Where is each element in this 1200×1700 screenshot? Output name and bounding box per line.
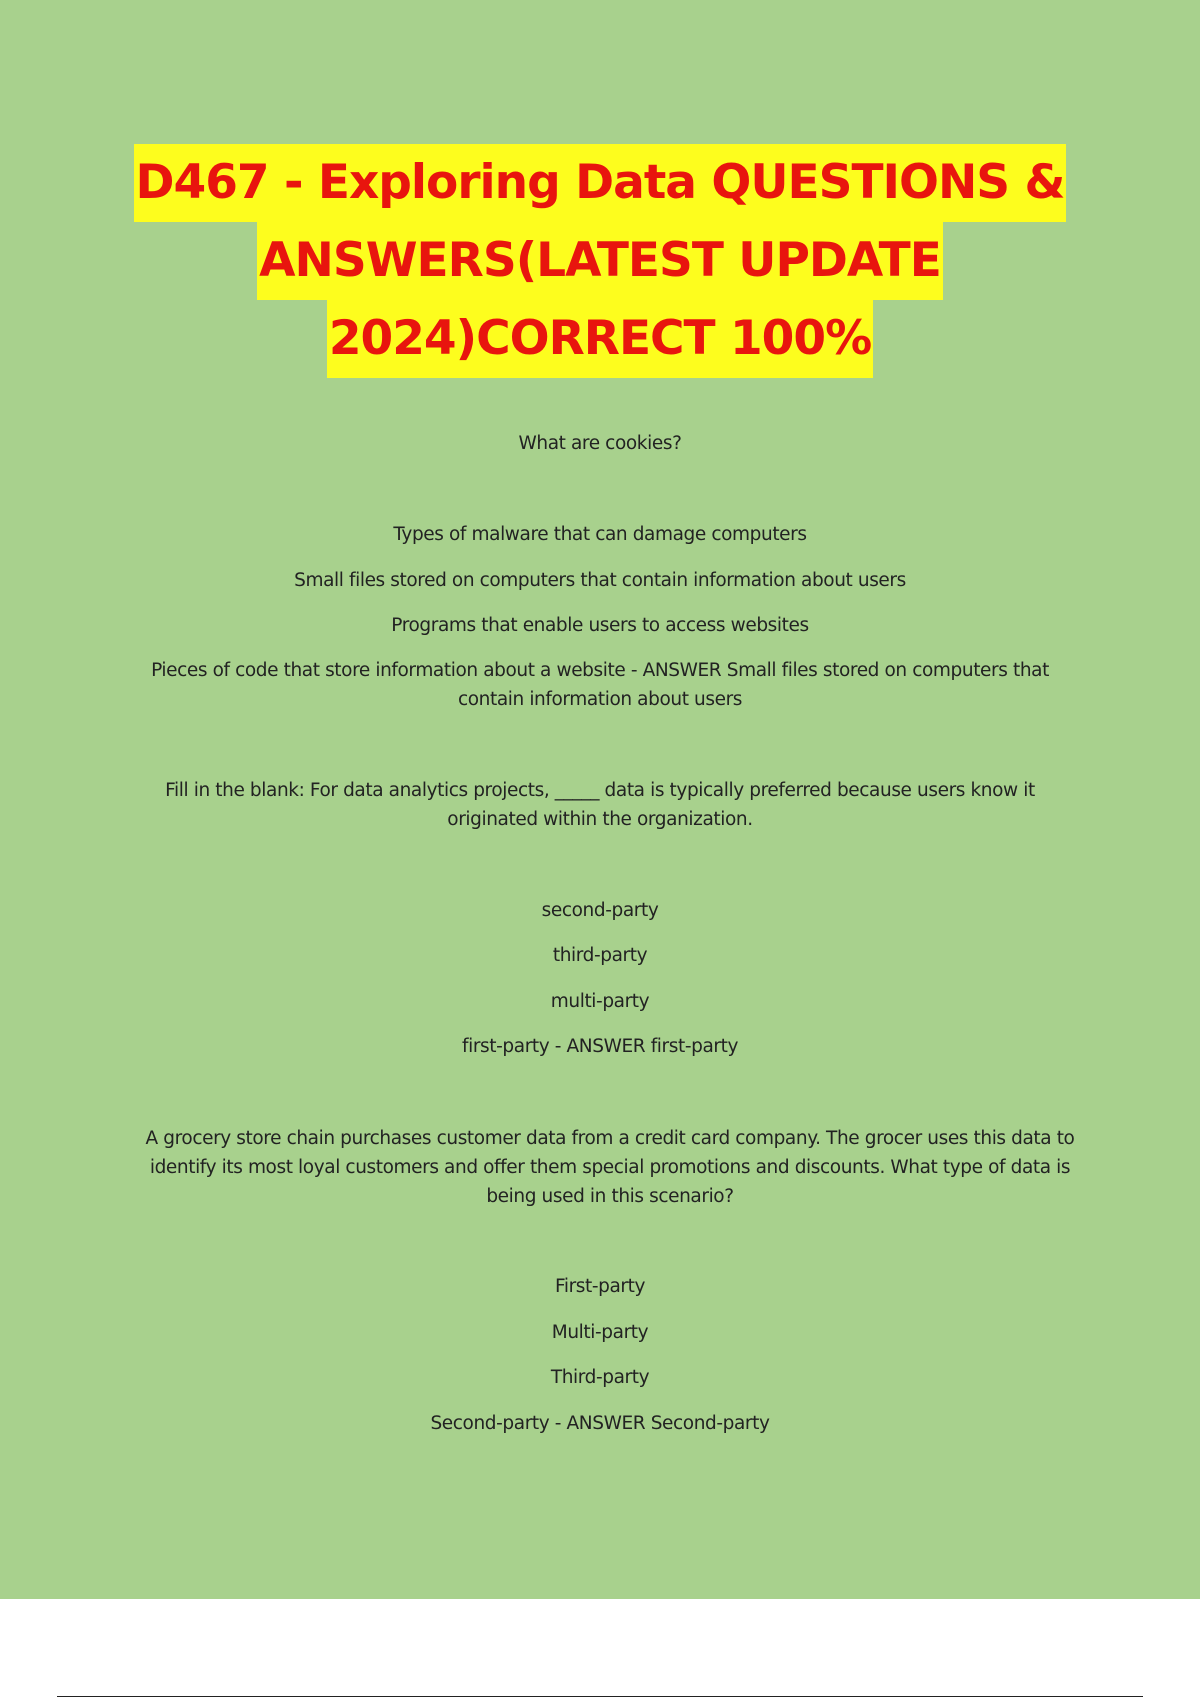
question-3-option-3: Third-party [550,1367,650,1388]
question-3-text: A grocery store chain purchases customer data from a credit card company. The grocer uses this data to identify its most loyal customers and offer them special promotions and discounts. What type of data is being used in this scenario? [145,1128,1075,1207]
question-2-option-4-answer: first-party - ANSWER first-party [461,1036,739,1057]
question-1-option-4-answer: Pieces of code that store information about a website - ANSWER Small files stored on computers that contain information about users [151,660,1049,710]
question-1-option-3: Programs that enable users to access websites [391,615,809,636]
title-line-3: 2024)CORRECT 100% [327,300,873,378]
question-2-text: Fill in the blank: For data analytics projects, _____ data is typically preferred because users know it originated within the organization. [165,780,1035,830]
title-line-2: ANSWERS(LATEST UPDATE [257,222,943,300]
question-2-option-3: multi-party [550,991,650,1012]
document-title [100,144,1100,378]
question-1-text: What are cookies? [518,433,682,454]
question-1-option-2: Small files stored on computers that contain information about users [294,570,906,591]
question-2-option-2: third-party [552,945,648,966]
question-3-option-1: First-party [554,1276,646,1297]
question-2-option-1: second-party [541,900,659,921]
question-3-option-4-answer: Second-party - ANSWER Second-party [430,1413,770,1434]
question-1-option-1: Types of malware that can damage computers [393,524,807,545]
footer-divider [57,1696,1143,1697]
title-line-1: D467 - Exploring Data QUESTIONS & [134,144,1067,222]
question-3-option-2: Multi-party [551,1322,649,1343]
